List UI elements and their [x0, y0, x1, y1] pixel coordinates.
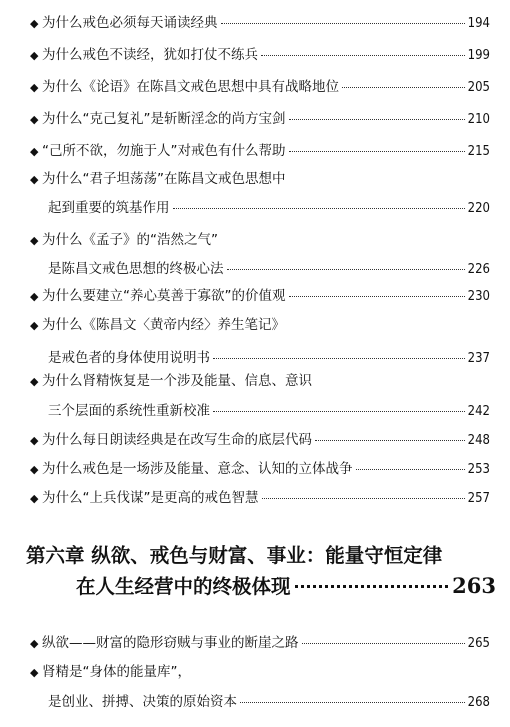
toc-entry-title: 为什么“君子坦荡荡”在陈昌文戒色思想中	[42, 171, 286, 187]
toc-page-number: 210	[467, 112, 490, 127]
diamond-bullet-icon: ◆	[30, 173, 39, 186]
diamond-bullet-icon: ◆	[30, 17, 39, 30]
toc-entry[interactable]	[30, 372, 490, 421]
toc-entry[interactable]	[30, 78, 490, 97]
toc-entry[interactable]	[30, 142, 490, 161]
toc-page-number: 205	[467, 80, 490, 95]
diamond-bullet-icon: ◆	[30, 81, 39, 94]
toc-entry[interactable]	[30, 489, 490, 508]
toc-entry-title-continued: 是创业、拼搏、决策的原始资本	[48, 694, 237, 710]
toc-page-number: 194	[467, 16, 490, 31]
toc-page-number: 230	[467, 289, 490, 304]
dot-leader	[289, 151, 465, 152]
toc-entry-title: 为什么戒色必须每天诵读经典	[42, 15, 218, 31]
toc-entry-title: 为什么“上兵伐谋”是更高的戒色智慧	[42, 490, 259, 506]
toc-page-number: 253	[467, 462, 490, 477]
toc-page-number: 242	[467, 404, 490, 419]
toc-page-number: 265	[467, 636, 490, 651]
chapter-title-line2: 在人生经营中的终极体现	[76, 575, 291, 598]
dot-leader	[262, 498, 465, 499]
toc-entry-title: 肾精是“身体的能量库”，	[42, 664, 191, 680]
dot-leader	[289, 296, 465, 297]
toc-entry-title: 纵欲——财富的隐形窃贼与事业的断崖之路	[42, 635, 299, 651]
toc-entry-title: 为什么戒色是一场涉及能量、意念、认知的立体战争	[42, 461, 353, 477]
diamond-bullet-icon: ◆	[30, 290, 39, 303]
toc-entry[interactable]	[30, 287, 490, 306]
toc-page-number: 220	[467, 201, 490, 216]
chapter-heading[interactable]	[26, 541, 496, 602]
diamond-bullet-icon: ◆	[30, 234, 39, 247]
toc-entry-title: 为什么“克己复礼”是斩断淫念的尚方宝剑	[42, 111, 286, 127]
dot-leader	[240, 702, 465, 703]
chapter-title-line1: 第六章 纵欲、戒色与财富、事业：能量守恒定律	[26, 544, 443, 567]
toc-entry[interactable]	[30, 316, 490, 368]
diamond-bullet-icon: ◆	[30, 463, 39, 476]
toc-entry-title: 为什么《陈昌文〈黄帝内经〉养生笔记》	[42, 317, 285, 333]
diamond-bullet-icon: ◆	[30, 637, 39, 650]
toc-page-number: 268	[467, 695, 490, 710]
chapter-page-number: 263	[452, 573, 496, 598]
toc-entry-title: 为什么《孟子》的“浩然之气”	[42, 232, 218, 248]
toc-entry[interactable]	[30, 110, 490, 129]
toc-entry[interactable]	[30, 460, 490, 479]
toc-entry-title: 为什么戒色不读经，犹如打仗不练兵	[42, 47, 258, 63]
toc-entry[interactable]	[30, 231, 490, 279]
toc-entry-title: 为什么肾精恢复是一个涉及能量、信息、意识	[42, 373, 312, 389]
dot-leader	[289, 119, 465, 120]
diamond-bullet-icon: ◆	[30, 113, 39, 126]
diamond-bullet-icon: ◆	[30, 434, 39, 447]
toc-entry[interactable]	[30, 170, 490, 218]
toc-page-number: 248	[467, 433, 490, 448]
toc-entry-title-continued: 三个层面的系统性重新校准	[48, 403, 210, 419]
dot-leader	[342, 87, 465, 88]
toc-entry-title: 为什么每日朗读经典是在改写生命的底层代码	[42, 432, 312, 448]
dot-leader	[315, 440, 465, 441]
toc-page-number: 237	[467, 351, 490, 366]
toc-entry[interactable]	[30, 663, 490, 712]
toc-entry-title-continued: 是戒色者的身体使用说明书	[48, 350, 210, 366]
toc-entry-title-continued: 起到重要的筑基作用	[48, 200, 170, 216]
toc-page-number: 215	[467, 144, 490, 159]
dot-leader	[227, 269, 465, 270]
toc-page-number: 226	[467, 262, 490, 277]
diamond-bullet-icon: ◆	[30, 49, 39, 62]
diamond-bullet-icon: ◆	[30, 319, 39, 332]
toc-entry-title: “己所不欲，勿施于人”对戒色有什么帮助	[42, 143, 286, 159]
toc-entry[interactable]	[30, 14, 490, 33]
toc-entry[interactable]	[30, 431, 490, 450]
toc-entry-title: 为什么要建立“养心莫善于寡欲”的价值观	[42, 288, 286, 304]
diamond-bullet-icon: ◆	[30, 145, 39, 158]
toc-page-number: 199	[467, 48, 490, 63]
dot-leader	[213, 411, 465, 412]
diamond-bullet-icon: ◆	[30, 375, 39, 388]
dot-leader	[295, 585, 449, 588]
toc-entry-title: 为什么《论语》在陈昌文戒色思想中具有战略地位	[42, 79, 339, 95]
toc-page-number: 257	[467, 491, 490, 506]
dot-leader	[302, 643, 465, 644]
toc-entry-title-continued: 是陈昌文戒色思想的终极心法	[48, 261, 224, 277]
diamond-bullet-icon: ◆	[30, 492, 39, 505]
dot-leader	[356, 469, 465, 470]
toc-entry[interactable]	[30, 634, 490, 653]
diamond-bullet-icon: ◆	[30, 666, 39, 679]
toc-entry[interactable]	[30, 46, 490, 65]
dot-leader	[173, 208, 465, 209]
dot-leader	[213, 358, 465, 359]
dot-leader	[221, 23, 465, 24]
dot-leader	[261, 55, 465, 56]
